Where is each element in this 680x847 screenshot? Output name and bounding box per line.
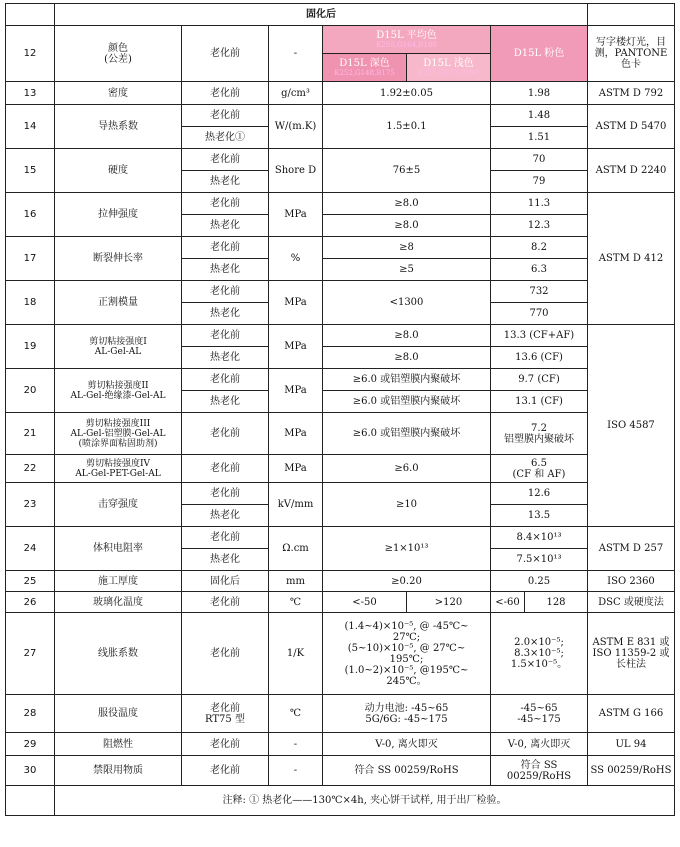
color-light-label: D15L 浅色: [423, 58, 474, 69]
test-standard: ASTM D 792: [588, 82, 675, 105]
condition: 老化前: [182, 237, 269, 259]
property-name: 剪切粘接强度I AL-Gel-AL: [55, 325, 182, 369]
condition: 老化前: [182, 613, 269, 695]
condition: 热老化: [182, 549, 269, 571]
condition: 老化前: [182, 149, 269, 171]
spec-value: 1.5±0.1: [323, 105, 491, 149]
spec-value: (1.4~4)×10⁻⁵, @ -45℃~ 27℃; (5~10)×10⁻⁵, @ 27℃~ 195℃; (1.0~2)×10⁻⁵, @195℃~ 245℃。: [323, 613, 491, 695]
row-number: 26: [6, 592, 55, 613]
measured-value: 70: [491, 149, 588, 171]
spec-value: ≥8.0: [323, 193, 491, 215]
header-blank: [6, 4, 55, 26]
property-name: 断裂伸长率: [55, 237, 182, 281]
color-average-label: D15L 平均色: [376, 30, 437, 41]
color-average-code: K255,G164,B180: [376, 41, 437, 49]
property-name: 拉伸强度: [55, 193, 182, 237]
test-standard: ISO 2360: [588, 571, 675, 592]
spec-value: ≥6.0: [323, 455, 491, 483]
test-standard: ASTM G 166: [588, 695, 675, 733]
unit: Ω.cm: [269, 527, 323, 571]
condition: 老化前: [182, 733, 269, 756]
unit: ℃: [269, 592, 323, 613]
spec-value: ≥8: [323, 237, 491, 259]
property-name: 剪切粘接强度IV AL-Gel-PET-Gel-AL: [55, 455, 182, 483]
measured-value: 13.6 (CF): [491, 347, 588, 369]
test-standard: ASTM D 2240: [588, 149, 675, 193]
property-name: 服役温度: [55, 695, 182, 733]
property-name: 导热系数: [55, 105, 182, 149]
measured-value: 12.6: [491, 483, 588, 505]
condition: 热老化: [182, 171, 269, 193]
unit: MPa: [269, 325, 323, 369]
note-blank: [6, 786, 55, 816]
test-standard: 写字楼灯光，目测，PANTONE 色卡: [588, 26, 675, 82]
spec-value: ≥10: [323, 483, 491, 527]
color-light-code: K255,G172,B190: [418, 69, 479, 77]
unit: MPa: [269, 369, 323, 413]
unit: MPa: [269, 413, 323, 455]
measured-value: 6.5 (CF 和 AF): [491, 455, 588, 483]
condition: 热老化: [182, 391, 269, 413]
color-deep-label: D15L 深色: [339, 58, 390, 69]
spec-value: ≥8.0: [323, 325, 491, 347]
unit: ℃: [269, 695, 323, 733]
condition: 老化前: [182, 82, 269, 105]
property-name: 施工厚度: [55, 571, 182, 592]
measured-high: 128: [525, 592, 588, 613]
unit: mm: [269, 571, 323, 592]
spec-value: ≥6.0 或铝塑膜内聚破坏: [323, 391, 491, 413]
measured-value: 1.51: [491, 127, 588, 149]
row-number: 17: [6, 237, 55, 281]
spec-value: 76±5: [323, 149, 491, 193]
color-swatch-deep: [323, 54, 407, 82]
test-standard: ASTM D 5470: [588, 105, 675, 149]
unit: -: [269, 26, 323, 82]
condition: 老化前: [182, 592, 269, 613]
row-number: 23: [6, 483, 55, 527]
color-swatch-pink: D15L 粉色: [491, 26, 588, 82]
unit: MPa: [269, 193, 323, 237]
measured-value: 732: [491, 281, 588, 303]
row-number: 22: [6, 455, 55, 483]
measured-value: 11.3: [491, 193, 588, 215]
property-name: 击穿强度: [55, 483, 182, 527]
property-name: 密度: [55, 82, 182, 105]
footnote: 注释: ① 热老化——130℃×4h, 夹心饼干试样, 用于出厂检验。: [55, 786, 675, 816]
spec-high: >120: [407, 592, 491, 613]
row-number: 27: [6, 613, 55, 695]
measured-value: -45~65 -45~175: [491, 695, 588, 733]
test-standard: DSC 或硬度法: [588, 592, 675, 613]
unit: 1/K: [269, 613, 323, 695]
test-standard: ISO 4587: [588, 325, 675, 527]
header-blank-right: [588, 4, 675, 26]
condition: 老化前: [182, 26, 269, 82]
spec-value: ≥8.0: [323, 347, 491, 369]
unit: g/cm³: [269, 82, 323, 105]
spec-value: ≥6.0 或铝塑膜内聚破坏: [323, 413, 491, 455]
property-name: 体积电阻率: [55, 527, 182, 571]
spec-value: ≥5: [323, 259, 491, 281]
property-name: 禁限用物质: [55, 756, 182, 786]
spec-value: ≥0.20: [323, 571, 491, 592]
measured-value: 6.3: [491, 259, 588, 281]
condition: 固化后: [182, 571, 269, 592]
property-name: 玻璃化温度: [55, 592, 182, 613]
condition: 热老化: [182, 215, 269, 237]
spec-value: ≥8.0: [323, 215, 491, 237]
row-number: 13: [6, 82, 55, 105]
spec-value: <1300: [323, 281, 491, 325]
spec-value: ≥1×10¹³: [323, 527, 491, 571]
test-standard: ASTM D 257: [588, 527, 675, 571]
unit: -: [269, 756, 323, 786]
measured-value: 7.2 铝塑膜内聚破坏: [491, 413, 588, 455]
test-standard: ASTM D 412: [588, 193, 675, 325]
test-standard: ASTM E 831 或 ISO 11359-2 或 长柱法: [588, 613, 675, 695]
measured-value: 79: [491, 171, 588, 193]
measured-value: 13.3 (CF+AF): [491, 325, 588, 347]
measured-value: 0.25: [491, 571, 588, 592]
spec-low: <-50: [323, 592, 407, 613]
spec-value: V-0, 离火即灭: [323, 733, 491, 756]
property-name: 正割模量: [55, 281, 182, 325]
row-number: 18: [6, 281, 55, 325]
property-name: 颜色 (公差): [55, 26, 182, 82]
measured-value: 7.5×10¹³: [491, 549, 588, 571]
row-number: 15: [6, 149, 55, 193]
measured-low: <-60: [491, 592, 525, 613]
condition: 老化前: [182, 325, 269, 347]
unit: %: [269, 237, 323, 281]
condition: 热老化: [182, 303, 269, 325]
measured-value: 13.5: [491, 505, 588, 527]
unit: kV/mm: [269, 483, 323, 527]
row-number: 25: [6, 571, 55, 592]
spec-value: ≥6.0 或铝塑膜内聚破坏: [323, 369, 491, 391]
unit: -: [269, 733, 323, 756]
condition: 热老化①: [182, 127, 269, 149]
spec-value: 1.92±0.05: [323, 82, 491, 105]
condition: 老化前: [182, 455, 269, 483]
measured-value: 8.2: [491, 237, 588, 259]
row-number: 14: [6, 105, 55, 149]
property-name: 剪切粘接强度III AL-Gel-铝塑膜-Gel-AL (喷涂界面粘固助剂): [55, 413, 182, 455]
spec-value: 符合 SS 00259/RoHS: [323, 756, 491, 786]
spec-value: 动力电池: -45~65 5G/6G: -45~175: [323, 695, 491, 733]
row-number: 20: [6, 369, 55, 413]
unit: MPa: [269, 455, 323, 483]
measured-value: 770: [491, 303, 588, 325]
row-number: 12: [6, 26, 55, 82]
condition: 老化前: [182, 483, 269, 505]
condition: 热老化: [182, 505, 269, 527]
unit: W/(m.K): [269, 105, 323, 149]
row-number: 24: [6, 527, 55, 571]
condition: 老化前 RT75 型: [182, 695, 269, 733]
unit: Shore D: [269, 149, 323, 193]
property-name: 剪切粘接强度II AL-Gel-绝缘漆-Gel-AL: [55, 369, 182, 413]
condition: 老化前: [182, 413, 269, 455]
spec-table: [5, 3, 675, 816]
unit: MPa: [269, 281, 323, 325]
measured-value: 符合 SS 00259/RoHS: [491, 756, 588, 786]
condition: 老化前: [182, 105, 269, 127]
measured-value: 8.4×10¹³: [491, 527, 588, 549]
measured-value: V-0, 离火即灭: [491, 733, 588, 756]
measured-value: 1.48: [491, 105, 588, 127]
row-number: 19: [6, 325, 55, 369]
property-name: 线胀系数: [55, 613, 182, 695]
measured-value: 13.1 (CF): [491, 391, 588, 413]
row-number: 28: [6, 695, 55, 733]
measured-value: 1.98: [491, 82, 588, 105]
measured-value: 9.7 (CF): [491, 369, 588, 391]
test-standard: UL 94: [588, 733, 675, 756]
color-swatch-light: [407, 54, 491, 82]
condition: 老化前: [182, 281, 269, 303]
condition: 老化前: [182, 193, 269, 215]
condition: 老化前: [182, 369, 269, 391]
row-number: 16: [6, 193, 55, 237]
condition: 热老化: [182, 347, 269, 369]
section-title: 固化后: [55, 4, 588, 26]
property-name: 硬度: [55, 149, 182, 193]
condition: 老化前: [182, 756, 269, 786]
measured-value: 12.3: [491, 215, 588, 237]
condition: 老化前: [182, 527, 269, 549]
test-standard: SS 00259/RoHS: [588, 756, 675, 786]
row-number: 30: [6, 756, 55, 786]
measured-value: 2.0×10⁻⁵; 8.3×10⁻⁵; 1.5×10⁻⁵。: [491, 613, 588, 695]
row-number: 21: [6, 413, 55, 455]
property-name: 阻燃性: [55, 733, 182, 756]
condition: 热老化: [182, 259, 269, 281]
color-deep-code: K252,G148,B175: [334, 69, 395, 77]
color-swatch-average: [323, 26, 491, 54]
row-number: 29: [6, 733, 55, 756]
